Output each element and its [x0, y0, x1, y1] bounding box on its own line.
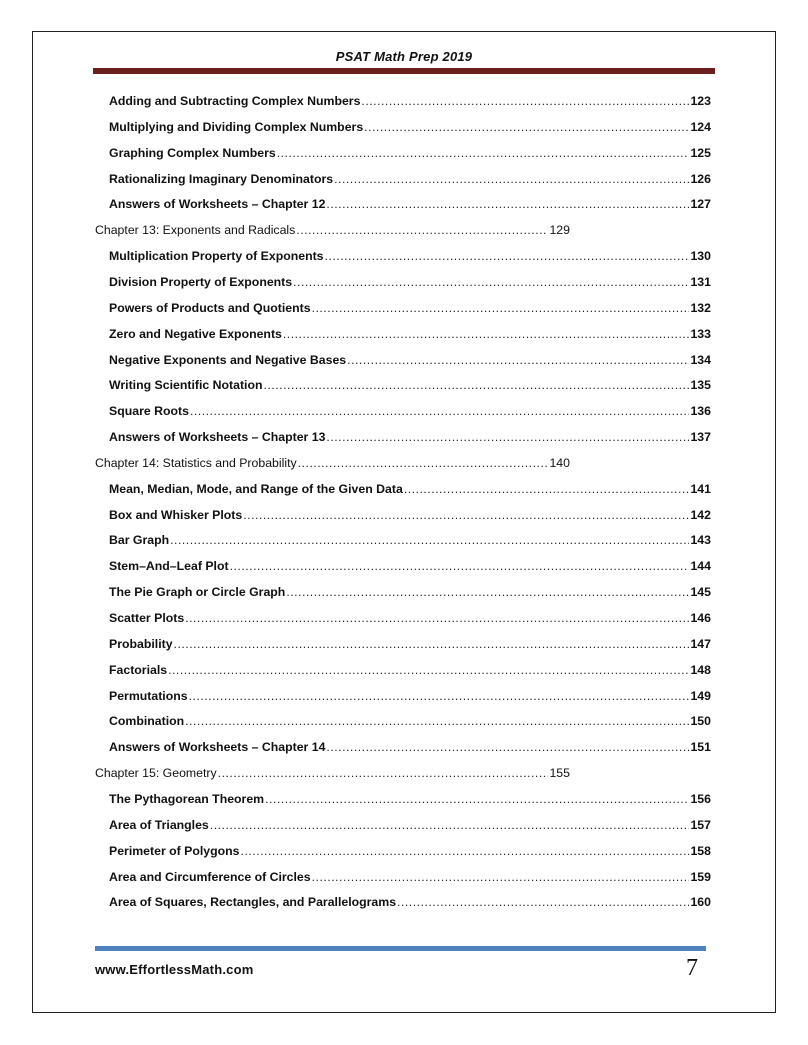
toc-dot-leader	[265, 792, 689, 806]
toc-section-entry[interactable]	[109, 327, 711, 345]
page-number: 7	[686, 955, 698, 981]
toc-dot-leader	[293, 275, 689, 289]
toc-dot-leader	[230, 559, 690, 573]
toc-chapter-entry[interactable]	[95, 223, 570, 241]
toc-entry-title: Perimeter of Polygons	[109, 843, 240, 858]
toc-dot-leader	[397, 895, 689, 909]
toc-entry-title: Division Property of Exponents	[109, 274, 293, 289]
toc-dot-leader	[277, 146, 690, 160]
toc-dot-leader	[326, 197, 689, 211]
toc-entry-title: Factorials	[109, 662, 168, 677]
toc-entry-page: 140	[549, 455, 570, 470]
toc-section-entry[interactable]	[109, 611, 711, 629]
toc-entry-page: 134	[690, 352, 711, 367]
toc-entry-title: Chapter 15: Geometry	[95, 766, 217, 781]
toc-entry-title: Area and Circumference of Circles	[109, 869, 311, 884]
toc-entry-page: 123	[690, 94, 711, 108]
toc-section-entry[interactable]	[109, 146, 711, 164]
toc-entry-title: Permutations	[109, 688, 188, 703]
toc-section-entry[interactable]	[109, 689, 711, 707]
toc-chapter-entry[interactable]	[95, 456, 570, 474]
toc-entry-title: Rationalizing Imaginary Denominators	[109, 171, 334, 186]
toc-section-entry[interactable]	[109, 895, 711, 913]
toc-entry-title: Combination	[109, 714, 185, 729]
toc-dot-leader	[170, 533, 689, 547]
toc-entry-page: 141	[690, 481, 711, 496]
toc-entry-title: Square Roots	[109, 404, 189, 419]
toc-section-entry[interactable]	[109, 637, 711, 655]
toc-entry-title: Zero and Negative Exponents	[109, 326, 282, 341]
toc-chapter-entry[interactable]	[95, 766, 570, 784]
toc-dot-leader	[185, 714, 689, 728]
toc-entry-page: 157	[690, 817, 711, 832]
toc-dot-leader	[325, 249, 690, 263]
toc-section-entry[interactable]	[109, 404, 711, 422]
toc-entry-page: 126	[690, 171, 711, 186]
toc-entry-title: The Pythagorean Theorem	[109, 791, 265, 806]
toc-section-entry[interactable]	[109, 844, 711, 862]
toc-dot-leader	[189, 689, 690, 703]
toc-section-entry[interactable]	[109, 508, 711, 526]
toc-entry-page: 144	[690, 559, 711, 574]
toc-section-entry[interactable]	[109, 792, 711, 810]
toc-section-entry[interactable]	[109, 301, 711, 319]
toc-entry-page: 137	[690, 430, 711, 445]
toc-entry-title: Negative Exponents and Negative Bases	[109, 352, 347, 367]
toc-dot-leader	[243, 508, 689, 522]
footer-website[interactable]: www.EffortlessMath.com	[95, 962, 254, 977]
toc-entry-page: 160	[690, 895, 711, 910]
toc-entry-page: 150	[690, 714, 711, 729]
toc-entry-title: Writing Scientific Notation	[109, 378, 263, 393]
toc-entry-title: Answers of Worksheets – Chapter 14	[109, 740, 326, 755]
toc-entry-title: Answers of Worksheets – Chapter 12	[109, 197, 326, 212]
toc-entry-page: 159	[690, 869, 711, 884]
toc-section-entry[interactable]	[109, 482, 711, 500]
toc-dot-leader	[168, 663, 689, 677]
toc-entry-title: Powers of Products and Quotients	[109, 300, 311, 315]
toc-section-entry[interactable]	[109, 533, 711, 551]
toc-entry-title: Multiplication Property of Exponents	[109, 249, 324, 264]
footer-rule	[95, 946, 706, 951]
toc-dot-leader	[210, 818, 690, 832]
toc-entry-title: Probability	[109, 636, 173, 651]
toc-entry-page: 129	[549, 223, 570, 238]
toc-entry-page: 136	[690, 404, 711, 419]
toc-entry-page: 143	[690, 533, 711, 548]
toc-entry-page: 155	[549, 766, 570, 781]
toc-entry-page: 145	[690, 585, 711, 600]
toc-entry-page: 148	[690, 662, 711, 677]
toc-entry-title: Area of Squares, Rectangles, and Parallelograms	[109, 895, 397, 910]
toc-section-entry[interactable]	[109, 120, 711, 138]
toc-dot-leader	[326, 430, 689, 444]
toc-dot-leader	[296, 223, 548, 237]
toc-dot-leader	[312, 870, 690, 884]
toc-section-entry[interactable]	[109, 197, 711, 215]
toc-dot-leader	[312, 301, 690, 315]
toc-dot-leader	[334, 172, 689, 186]
toc-section-entry[interactable]	[109, 585, 711, 603]
toc-dot-leader	[185, 611, 689, 625]
toc-entry-title: Graphing Complex Numbers	[109, 145, 276, 160]
toc-section-entry[interactable]	[109, 740, 711, 758]
toc-dot-leader	[326, 740, 689, 754]
toc-section-entry[interactable]	[109, 559, 711, 577]
toc-entry-title: Scatter Plots	[109, 611, 185, 625]
toc-entry-page: 146	[690, 611, 711, 625]
toc-entry-title: Chapter 13: Exponents and Radicals	[95, 223, 296, 238]
toc-entry-page: 158	[690, 843, 711, 858]
toc-section-entry[interactable]	[109, 275, 711, 293]
toc-section-entry[interactable]	[109, 94, 711, 112]
toc-entry-page: 125	[690, 145, 711, 160]
toc-entry-title: Chapter 14: Statistics and Probability	[95, 455, 297, 470]
toc-entry-page: 133	[690, 326, 711, 341]
toc-dot-leader	[364, 120, 689, 134]
toc-entry-title: Area of Triangles	[109, 817, 209, 832]
toc-section-entry[interactable]	[109, 353, 711, 371]
toc-entry-page: 131	[690, 274, 711, 289]
page-header-title: PSAT Math Prep 2019	[335, 49, 473, 64]
toc-section-entry[interactable]	[109, 378, 711, 396]
toc-section-entry[interactable]	[109, 249, 711, 267]
toc-entry-title: Stem–And–Leaf Plot	[109, 559, 229, 574]
toc-entry-title: Answers of Worksheets – Chapter 13	[109, 430, 326, 445]
toc-entry-page: 142	[690, 507, 711, 522]
toc-entry-page: 124	[690, 119, 711, 134]
toc-dot-leader	[174, 637, 690, 651]
toc-dot-leader	[286, 585, 689, 599]
toc-entry-page: 151	[690, 740, 711, 755]
toc-entry-title: Adding and Subtracting Complex Numbers	[109, 94, 361, 108]
toc-entry-title: Multiplying and Dividing Complex Numbers	[109, 119, 364, 134]
toc-section-entry[interactable]	[109, 663, 711, 681]
toc-entry-page: 149	[690, 688, 711, 703]
toc-entry-title: Bar Graph	[109, 533, 170, 548]
toc-entry-page: 130	[690, 249, 711, 264]
toc-entry-page: 147	[690, 636, 711, 651]
toc-entry-page: 135	[690, 378, 711, 393]
toc-dot-leader	[218, 766, 549, 780]
toc-section-entry[interactable]	[109, 430, 711, 448]
toc-entry-page: 132	[690, 300, 711, 315]
toc-dot-leader	[361, 94, 689, 108]
toc-dot-leader	[263, 378, 689, 392]
header-rule	[93, 68, 715, 74]
toc-entry-title: Mean, Median, Mode, and Range of the Given Data	[109, 481, 403, 496]
toc-dot-leader	[283, 327, 690, 341]
toc-entry-title: The Pie Graph or Circle Graph	[109, 585, 286, 600]
toc-section-entry[interactable]	[109, 870, 711, 888]
toc-section-entry[interactable]	[109, 818, 711, 836]
toc-dot-leader	[298, 456, 549, 470]
toc-dot-leader	[404, 482, 690, 496]
toc-entry-page: 127	[690, 197, 711, 212]
toc-dot-leader	[190, 404, 690, 418]
toc-entry-title: Box and Whisker Plots	[109, 507, 243, 522]
toc-dot-leader	[347, 353, 689, 367]
toc-section-entry[interactable]	[109, 172, 711, 190]
toc-dot-leader	[241, 844, 690, 858]
toc-section-entry[interactable]	[109, 714, 711, 732]
toc-entry-page: 156	[690, 791, 711, 806]
